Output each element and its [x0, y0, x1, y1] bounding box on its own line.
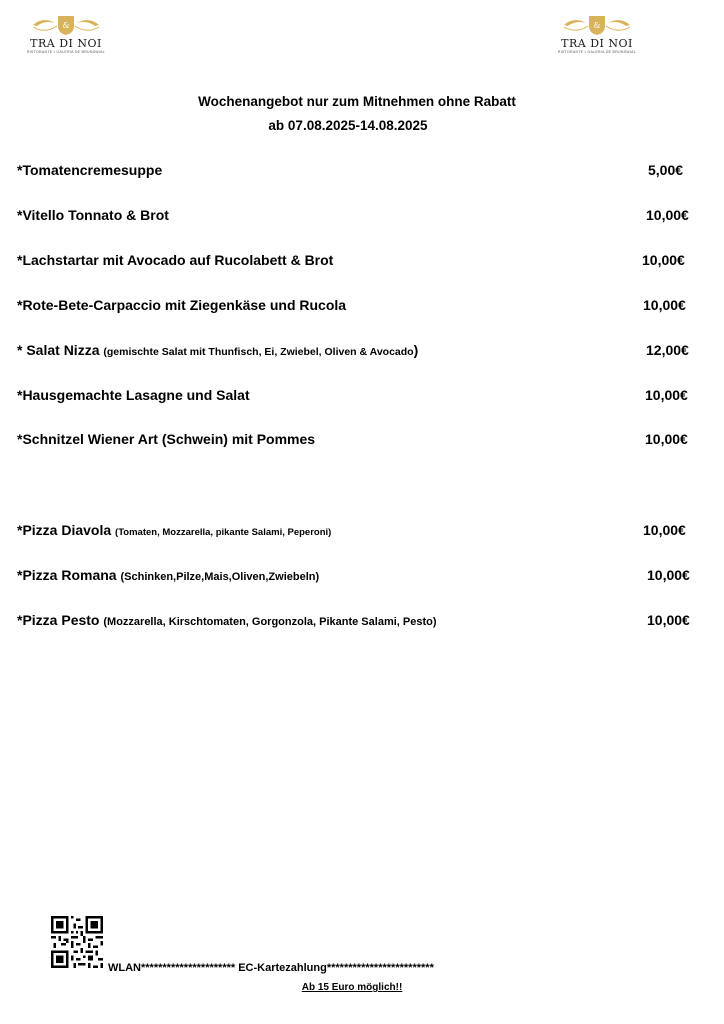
menu-item-description: (Mozzarella, Kirschtomaten, Gorgonzola, Pikante Salami, Pesto): [103, 616, 437, 628]
crest-icon: [562, 14, 632, 36]
menu-item-description: (Schinken,Pilze,Mais,Oliven,Zwiebeln): [120, 571, 320, 583]
offer-dates: ab 07.08.2025-14.08.2025: [268, 118, 428, 133]
menu-item-description: (gemischte Salat mit Thunfisch, Ei, Zwiebel, Oliven & Avocado: [103, 346, 414, 358]
menu-item-name: *Vitello Tonnato & Brot: [17, 207, 169, 223]
menu-item-name: *Pizza Pesto: [17, 612, 104, 628]
qr-code-icon[interactable]: [51, 916, 103, 968]
menu-item: [17, 162, 162, 178]
menu-item-price: 12,00€: [646, 342, 689, 358]
menu-item-price: 10,00€: [645, 387, 688, 403]
menu-item-name: * Salat Nizza: [17, 342, 104, 358]
menu-item-price: 5,00€: [648, 162, 684, 178]
menu-item: [17, 612, 437, 628]
menu-item-price: 10,00€: [646, 207, 689, 223]
logo-name: TRA DI NOI: [30, 37, 102, 50]
restaurant-logo-right: [557, 14, 637, 54]
menu-item-name: *Tomatencremesuppe: [17, 162, 163, 178]
menu-item-price: 10,00€: [643, 297, 686, 313]
menu-item: [17, 207, 169, 223]
menu-item: [17, 387, 250, 403]
menu-item-name: *Rote-Bete-Carpaccio mit Ziegenkäse und Rucola: [17, 297, 347, 313]
menu-item-price: 10,00€: [642, 252, 685, 268]
menu-item-description-end: ): [413, 342, 419, 358]
menu-item: [17, 522, 331, 538]
menu-item-name: *Hausgemachte Lasagne und Salat: [17, 387, 250, 403]
logo-subtitle: RISTORANTE • GALERIA DE BRUNSWIAL: [26, 50, 106, 54]
svg-text:&: &: [62, 21, 70, 30]
menu-item: [17, 567, 319, 583]
menu-item-price: 10,00€: [647, 612, 690, 628]
menu-item-name: *Pizza Romana: [17, 567, 121, 583]
menu-item-name: *Lachstartar mit Avocado auf Rucolabett & Brot: [17, 252, 334, 268]
menu-item: [17, 297, 346, 313]
menu-item: [17, 342, 418, 358]
svg-text:&: &: [593, 21, 601, 30]
menu-item: [17, 431, 315, 447]
logo-name: TRA DI NOI: [561, 37, 633, 50]
logo-subtitle: RISTORANTE • GALERIA DE BRUNSWIAL: [557, 50, 637, 54]
menu-item-name: *Schnitzel Wiener Art (Schwein) mit Pommes: [17, 431, 316, 447]
offer-title: Wochenangebot nur zum Mitnehmen ohne Rabatt: [198, 94, 516, 109]
menu-item-price: 10,00€: [643, 522, 686, 538]
payment-minimum: Ab 15 Euro möglich!!: [301, 982, 403, 993]
menu-item: [17, 252, 333, 268]
restaurant-logo-left: [26, 14, 106, 54]
menu-item-name: *Pizza Diavola: [17, 522, 116, 538]
menu-item-price: 10,00€: [647, 567, 690, 583]
crest-icon: [31, 14, 101, 36]
menu-item-description: (Tomaten, Mozzarella, pikante Salami, Peperoni): [115, 527, 332, 538]
menu-item-price: 10,00€: [645, 431, 688, 447]
payment-info: WLAN********************** EC-Kartezahlung*************************: [108, 962, 434, 974]
